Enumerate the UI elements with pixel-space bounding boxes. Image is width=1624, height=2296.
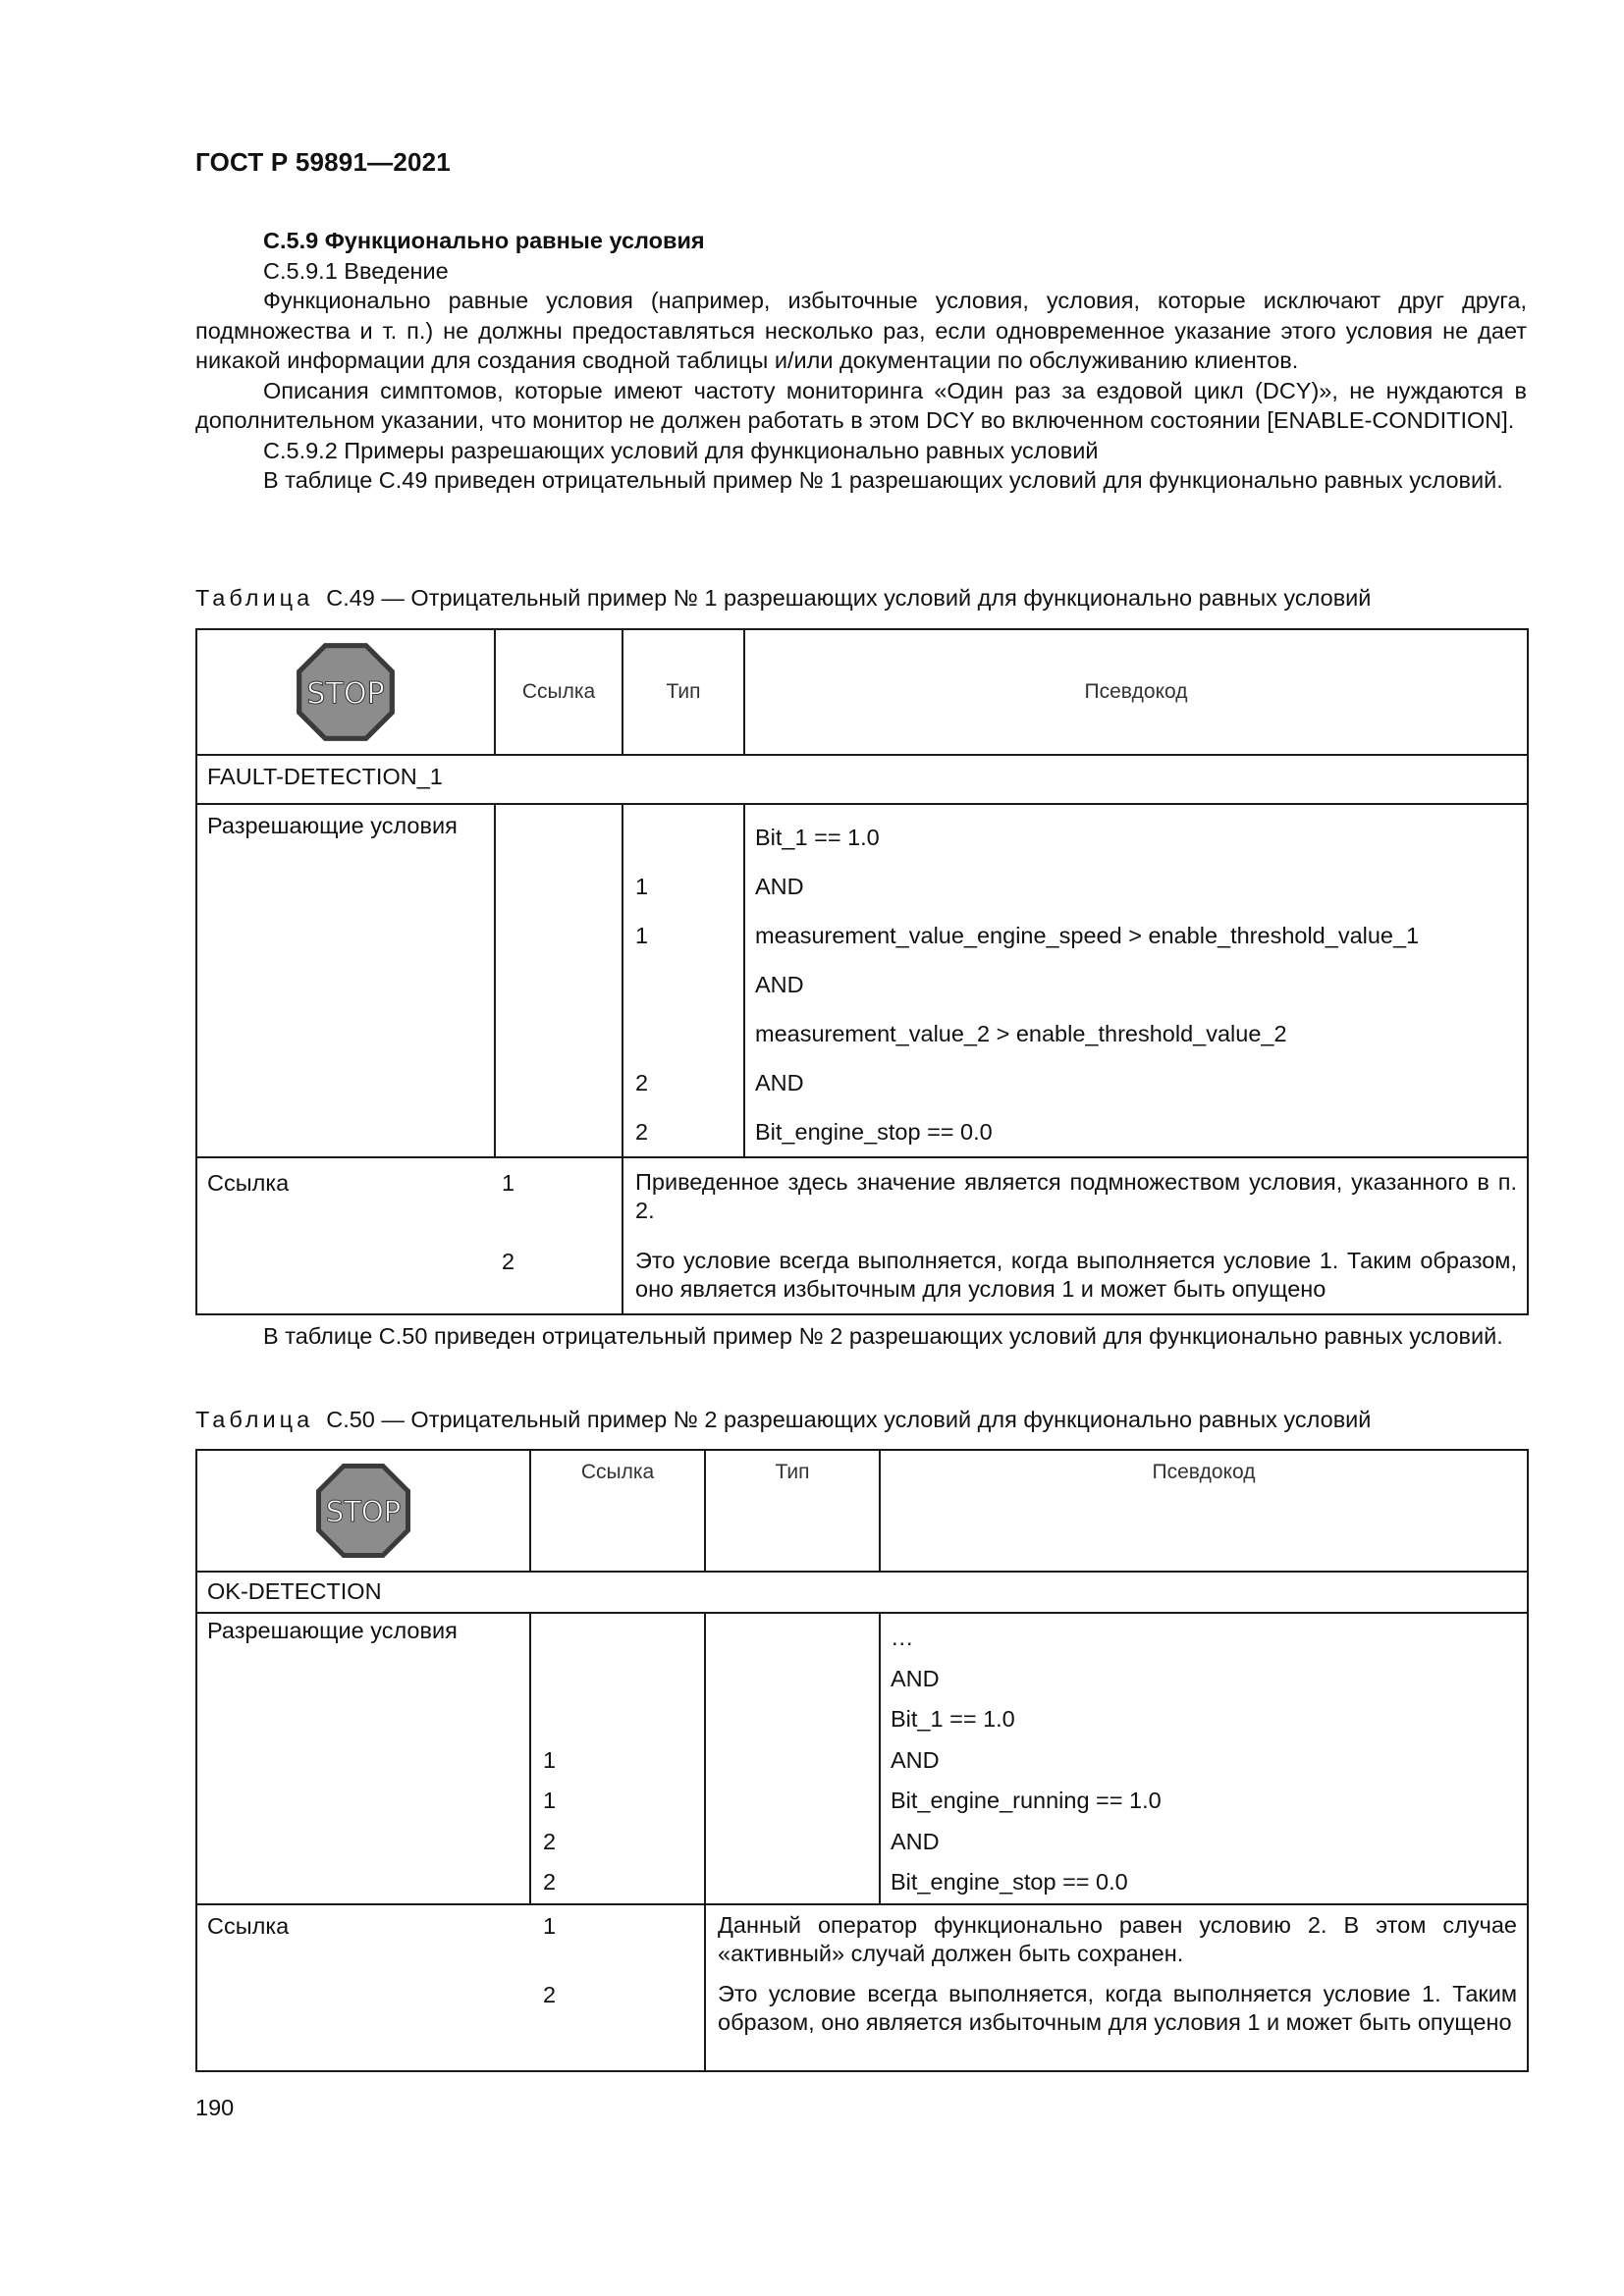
pseudocode-line: AND [755, 1070, 804, 1095]
ref-note: Это условие всегда выполняется, когда выполняется условие 1. Таким образом, оно является избыточным для условия 1 и может быть опущено [718, 1980, 1517, 2035]
pseudocode-line: Bit_engine_running == 1.0 [891, 1788, 1162, 1813]
ref-value: 2 [543, 1869, 557, 1895]
ref-label: Ссылка [207, 1912, 290, 1939]
caption-word: Таблица [195, 1407, 314, 1432]
ref-note: Это условие всегда выполняется, когда выполняется условие 1. Таким образом, оно является избыточным для условия 1 и может быть опущено [635, 1248, 1517, 1302]
pseudocode-line: Bit_1 == 1.0 [891, 1706, 1015, 1732]
ref-label: Ссылка [207, 1170, 290, 1196]
row-label: Разрешающие условия [196, 1613, 530, 1904]
stop-sign-icon [295, 641, 397, 743]
column-header-ref: Ссылка [530, 1450, 705, 1572]
ref-notes-label-cell [196, 1157, 623, 1314]
table-caption [195, 1407, 1371, 1433]
column-header-pseudocode: Псевдокод [880, 1450, 1528, 1572]
page-number: 190 [195, 2095, 235, 2120]
pseudocode-line: Bit_engine_stop == 0.0 [891, 1869, 1128, 1895]
pseudocode-line: Bit_1 == 1.0 [755, 825, 880, 850]
table-c49 [195, 628, 1529, 1315]
type-value: 1 [635, 923, 649, 948]
pseudocode-line: AND [755, 972, 804, 997]
pseudocode-cell [880, 1613, 1528, 1904]
pseudocode-line: Bit_engine_stop == 0.0 [755, 1119, 993, 1145]
ref-notes-cell [623, 1157, 1528, 1314]
subsection-title: C.5.9.1 Введение [263, 257, 449, 284]
type-value [635, 813, 731, 862]
ref-value: 1 [543, 1788, 557, 1813]
stop-sign-label: STOP [306, 676, 385, 712]
ref-number: 1 [543, 1912, 557, 1939]
ref-value [543, 1618, 692, 1659]
section-body [195, 226, 1527, 496]
paragraph: Функционально равные условия (например, избыточные условия, условия, которые исключают друг друга, подмножества и т. п.) не должны предоставляться несколько раз, если одновременное указание этого условия не дает никакой информации для создания сводной таблицы и/или документации по обслуживанию клиентов. [195, 288, 1527, 373]
type-value: 2 [635, 1070, 649, 1095]
ref-value [543, 1699, 692, 1740]
pseudocode-line: … [891, 1625, 914, 1650]
ref-note: Приведенное здесь значение является подмножеством условия, указанного в п. 2. [635, 1169, 1517, 1223]
pseudocode-line: measurement_value_engine_speed > enable_threshold_value_1 [755, 923, 1420, 948]
ref-number: 2 [502, 1249, 515, 1274]
ref-note: Данный оператор функционально равен условию 2. В этом случае «активный» случай должен быть сохранен. [718, 1911, 1517, 1966]
section-row-name: OK-DETECTION [196, 1572, 1528, 1613]
stop-cell [196, 1450, 530, 1572]
paragraph: В таблице C.50 приведен отрицательный пример № 2 разрешающих условий для функционально равных условий. [263, 1323, 1503, 1349]
pseudocode-cell [744, 804, 1528, 1157]
type-value: 1 [635, 874, 649, 899]
row-label: Разрешающие условия [196, 804, 495, 1157]
subsection-title: C.5.9.2 Примеры разрешающих условий для функционально равных условий [263, 437, 1099, 463]
document-header: ГОСТ Р 59891—2021 [195, 147, 451, 177]
ref-notes-label-cell [196, 1904, 705, 2071]
column-header-type: Тип [705, 1450, 880, 1572]
pseudocode-line: measurement_value_2 > enable_threshold_value_2 [755, 1021, 1287, 1046]
ref-value [543, 1659, 692, 1700]
ref-number: 2 [543, 1981, 557, 2007]
stop-sign-label: STOP [325, 1495, 402, 1528]
table-caption [195, 585, 1371, 612]
ref-value: 2 [543, 1828, 557, 1854]
type-value [635, 1009, 731, 1058]
column-header-pseudocode: Псевдокод [744, 629, 1528, 755]
paragraph: В таблице C.49 приведен отрицательный пример № 1 разрешающих условий для функционально равных условий. [263, 467, 1503, 493]
column-header-type: Тип [623, 629, 744, 755]
ref-value: 1 [543, 1746, 557, 1773]
pseudocode-line: AND [755, 874, 804, 899]
intermediate-text [195, 1321, 1527, 1352]
type-cell [705, 1613, 880, 1904]
paragraph: Описания симптомов, которые имеют частоту мониторинга «Один раз за ездовой цикл (DCY)», не нуждаются в дополнительном указании, что монитор не должен работать в этом DCY во включенном состоянии [ENABLE-CONDITION]. [195, 377, 1527, 433]
stop-sign-icon [314, 1462, 412, 1560]
pseudocode-line: AND [891, 1828, 940, 1854]
type-value: 2 [635, 1119, 649, 1145]
pseudocode-line: AND [891, 1746, 940, 1773]
stop-cell [196, 629, 495, 755]
column-header-ref: Ссылка [495, 629, 623, 755]
ref-cell [530, 1613, 705, 1904]
caption-text: C.50 — Отрицательный пример № 2 разрешающих условий для функционально равных условий [326, 1407, 1372, 1432]
section-row-name: FAULT-DETECTION_1 [196, 755, 1528, 804]
type-value [635, 960, 731, 1009]
section-title: C.5.9 Функционально равные условия [263, 228, 705, 253]
ref-notes-cell [705, 1904, 1528, 2071]
ref-cell [495, 804, 623, 1157]
type-cell [623, 804, 744, 1157]
ref-number: 1 [502, 1170, 515, 1196]
pseudocode-line: AND [891, 1665, 940, 1691]
caption-word: Таблица [195, 585, 314, 611]
caption-text: C.49 — Отрицательный пример № 1 разрешающих условий для функционально равных условий [326, 585, 1372, 611]
table-c50 [195, 1449, 1529, 2072]
